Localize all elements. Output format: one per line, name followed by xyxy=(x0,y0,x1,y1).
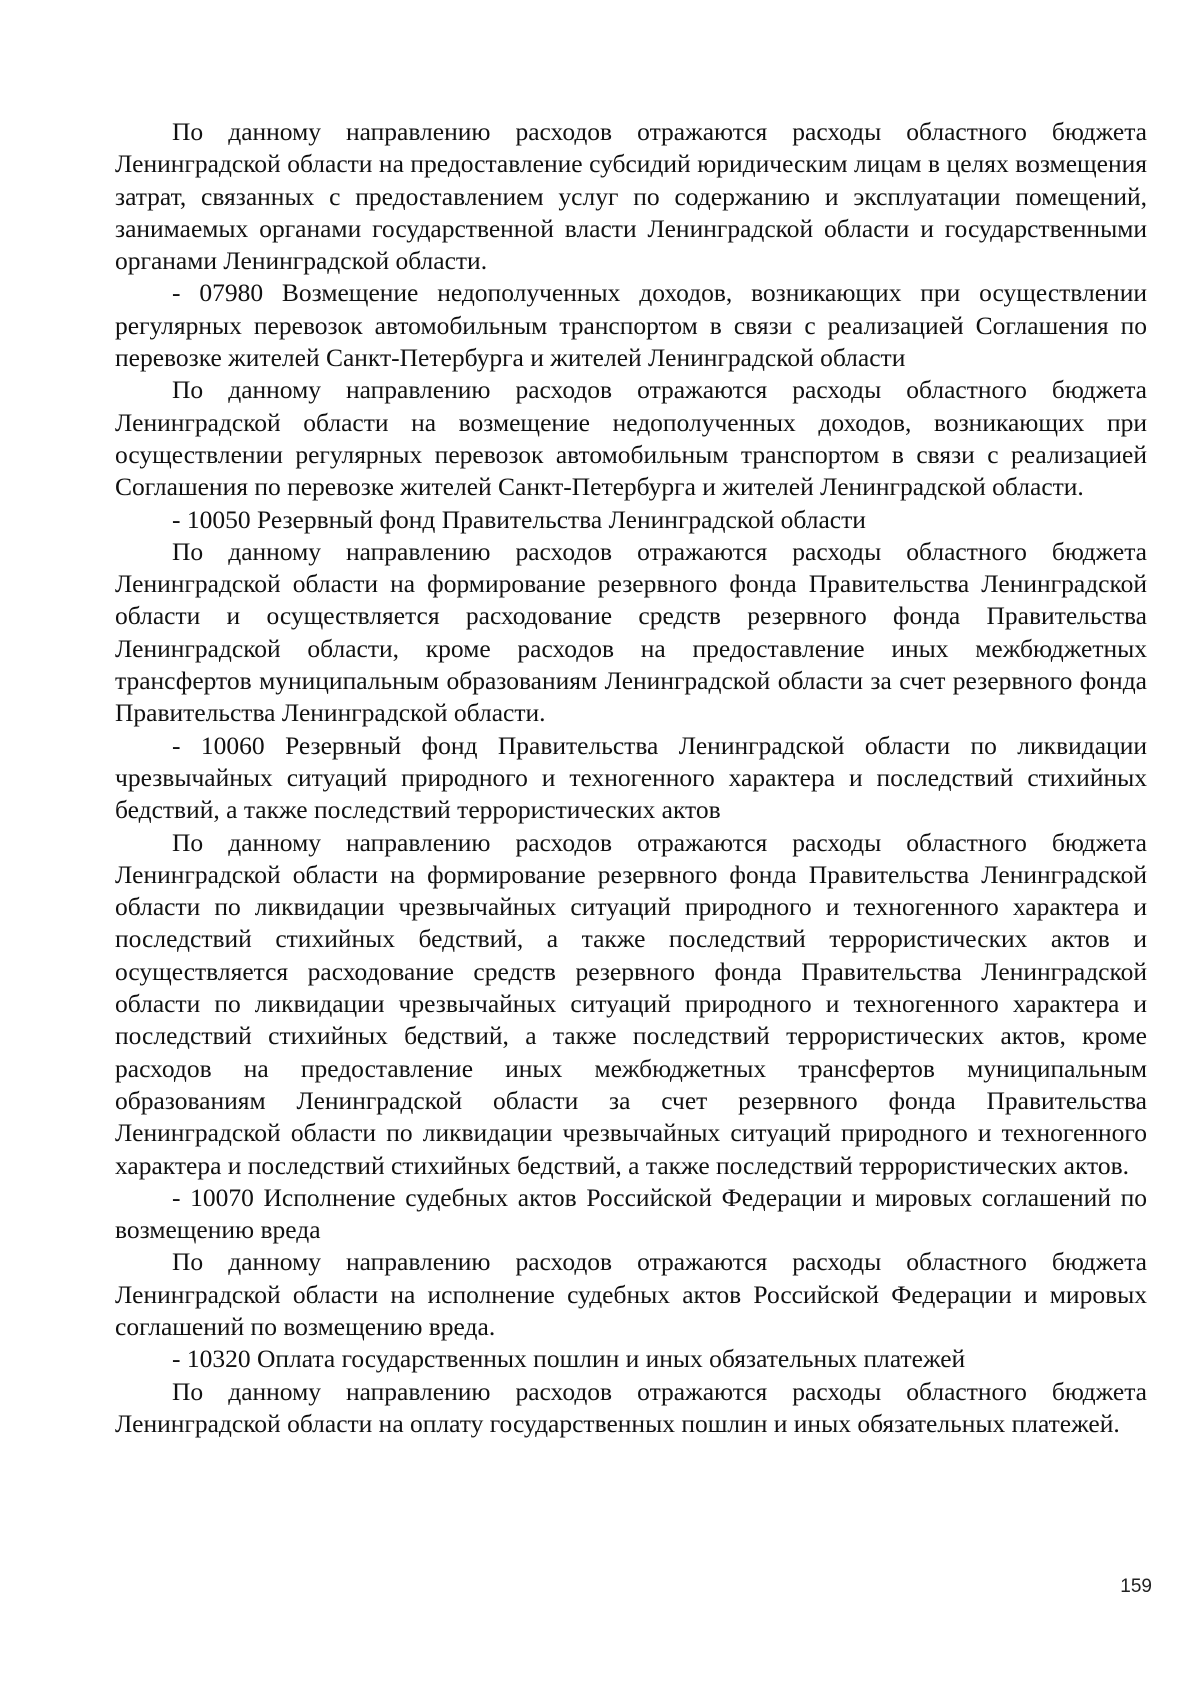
paragraph-heading-10060: - 10060 Резервный фонд Правительства Ленинградской области по ликвидации чрезвычайных ситуаций природного и техногенного характера и последствий стихийных бедствий, а также последствий террористических актов xyxy=(115,730,1147,825)
page-number: 159 xyxy=(1120,1576,1152,1597)
paragraph-10320-description: По данному направлению расходов отражаются расходы областного бюджета Ленинградской области на оплату государственных пошлин и иных обязательных платежей. xyxy=(115,1376,1147,1438)
paragraph-10050-description: По данному направлению расходов отражаются расходы областного бюджета Ленинградской области на формирование резервного фонда Правительства Ленинградской области и осуществляется расходование средств резервного фонда Правительства Ленинградской области, кроме расходов на предоставление иных межбюджетных трансфертов муниципальным образованиям Ленинградской области за счет резервного фонда Правительства Ленинградской области. xyxy=(115,536,1147,728)
paragraph-10070-description: По данному направлению расходов отражаются расходы областного бюджета Ленинградской области на исполнение судебных актов Российской Федерации и мировых соглашений по возмещению вреда. xyxy=(115,1247,1147,1341)
paragraph-heading-10320: - 10320 Оплата государственных пошлин и иных обязательных платежей xyxy=(172,1344,966,1374)
paragraph-10060-description: По данному направлению расходов отражаются расходы областного бюджета Ленинградской области на формирование резервного фонда Правительства Ленинградской области по ликвидации чрезвычайных ситуаций природного и техногенного характера и последствий стихийных бедствий, а также последствий террористических актов и осуществляется расходование средств резервного фонда Правительства Ленинградской области по ликвидации чрезвычайных ситуаций природного и техногенного характера и последствий стихийных бедствий, а также последствий террористических актов, кроме расходов на предоставление иных межбюджетных трансфертов муниципальным образованиям Ленинградской области за счет резервного фонда Правительства Ленинградской области по ликвидации чрезвычайных ситуаций природного и техногенного характера и последствий стихийных бедствий, а также последствий террористических актов. xyxy=(115,827,1147,1180)
paragraph-heading-07980: - 07980 Возмещение недополученных доходов, возникающих при осуществлении регулярных перевозок автомобильным транспортом в связи с реализацией Соглашения по перевозке жителей Санкт-Петербурга и жителей Ленинградской области xyxy=(115,278,1147,373)
paragraph-heading-10070: - 10070 Исполнение судебных актов Российской Федерации и мировых соглашений по возмещению вреда xyxy=(115,1182,1147,1245)
paragraph-07980-description: По данному направлению расходов отражаются расходы областного бюджета Ленинградской области на возмещение недополученных доходов, возникающих при осуществлении регулярных перевозок автомобильным транспортом в связи с реализацией Соглашения по перевозке жителей Санкт-Петербурга и жителей Ленинградской области. xyxy=(115,375,1147,502)
paragraph-heading-10050: - 10050 Резервный фонд Правительства Ленинградской области xyxy=(172,504,866,534)
document-text-body xyxy=(115,116,1147,1440)
paragraph-subsidy-premises-description: По данному направлению расходов отражаются расходы областного бюджета Ленинградской области на предоставление субсидий юридическим лицам в целях возмещения затрат, связанных с предоставлением услуг по содержанию и эксплуатации помещений, занимаемых органами государственной власти Ленинградской области и государственными органами Ленинградской области. xyxy=(115,117,1147,276)
